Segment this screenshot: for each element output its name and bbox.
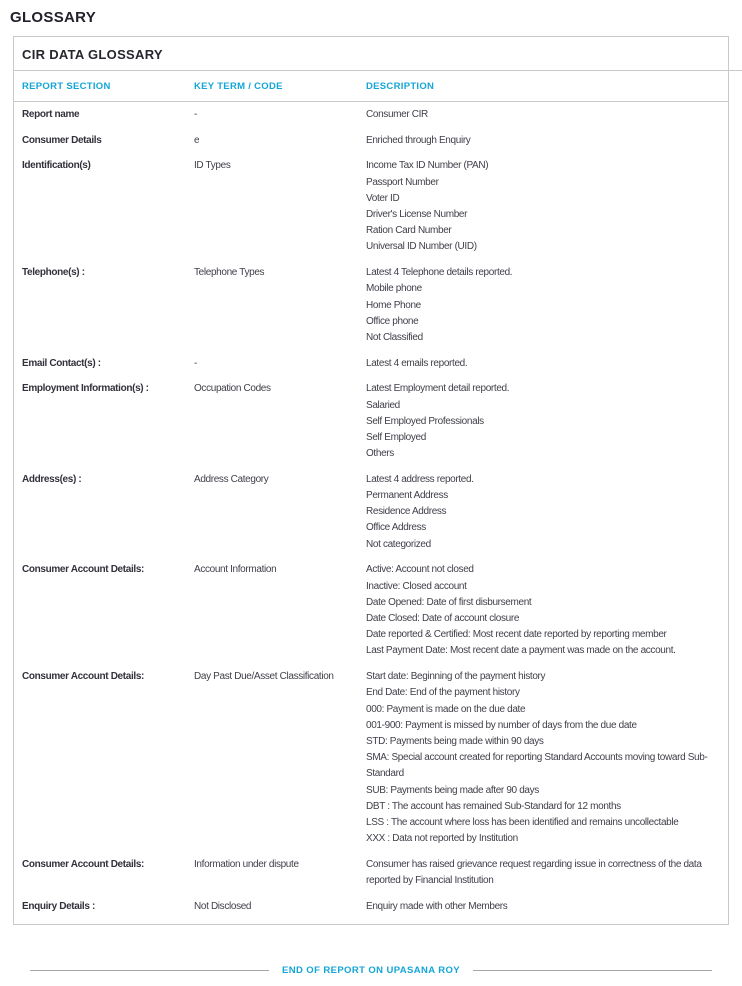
description-line: Latest 4 emails reported. [366, 357, 468, 369]
report-section-cell: Report name [22, 109, 80, 120]
table-row [22, 562, 720, 659]
table-column-headers [14, 71, 728, 101]
description-line: Mobile phone [366, 283, 422, 295]
description-line: Enriched through Enquiry [366, 134, 471, 146]
description-line: Active: Account not closed [366, 564, 474, 576]
table-row [22, 107, 720, 123]
description-line: Last Payment Date: Most recent date a payment was made on the account. [366, 645, 676, 657]
description-line: Universal ID Number (UID) [366, 241, 477, 253]
description-line: Start date: Beginning of the payment history [366, 671, 546, 683]
table-row [22, 158, 720, 255]
key-term-cell: Not Disclosed [194, 900, 252, 912]
description-cell [366, 472, 720, 553]
description-line: Latest 4 Telephone details reported. [366, 267, 513, 279]
description-line: Passport Number [366, 176, 439, 188]
description-line: Latest 4 address reported. [366, 473, 474, 485]
description-cell [366, 381, 720, 462]
report-section-cell: Consumer Details [22, 134, 102, 146]
end-of-report-footer [30, 965, 712, 976]
description-line: Date reported & Certified: Most recent date reported by reporting member [366, 629, 667, 641]
description-line: Driver's License Number [366, 209, 468, 221]
report-section-cell: Identification(s) [22, 160, 91, 172]
column-header-report-section: REPORT SECTION [22, 81, 111, 92]
footer-rule-right [473, 970, 712, 971]
description-line: Self Employed Professionals [366, 415, 484, 427]
description-cell [366, 669, 720, 847]
report-section-cell: Consumer Account Details: [22, 671, 145, 683]
report-section-cell: Employment Information(s) : [22, 383, 149, 395]
description-line: Self Employed [366, 431, 426, 443]
description-cell [366, 356, 720, 372]
key-term-cell: Information under dispute [194, 858, 299, 870]
description-cell [366, 899, 720, 915]
description-cell [366, 265, 720, 346]
key-term-cell: Telephone Types [194, 267, 265, 279]
report-section-cell: Consumer Account Details: [22, 564, 145, 576]
description-line: 001-900: Payment is missed by number of days from the due date [366, 719, 637, 731]
table-row [22, 381, 720, 462]
table-body [14, 102, 728, 924]
description-line: End Date: End of the payment history [366, 687, 520, 699]
description-line: Voter ID [366, 192, 400, 204]
description-cell [366, 857, 720, 889]
description-cell [366, 562, 720, 659]
key-term-cell: e [194, 134, 200, 146]
description-line: Date Opened: Date of first disbursement [366, 596, 532, 608]
description-line: Ration Card Number [366, 225, 452, 237]
description-line: Consumer CIR [366, 109, 428, 120]
column-header-description: DESCRIPTION [366, 81, 435, 92]
description-line: Office Address [366, 522, 426, 534]
description-line: Home Phone [366, 299, 421, 311]
table-row [22, 265, 720, 346]
end-of-report-text: END OF REPORT ON UPASANA ROY [282, 965, 460, 976]
glossary-box [13, 36, 729, 925]
description-line: Not categorized [366, 538, 431, 550]
description-line: XXX : Data not reported by Institution [366, 833, 518, 845]
description-line: Residence Address [366, 506, 447, 518]
key-term-cell: Occupation Codes [194, 383, 271, 395]
description-line: Permanent Address [366, 490, 448, 502]
table-row [22, 669, 720, 847]
description-line: LSS : The account where loss has been identified and remains uncollectable [366, 816, 679, 828]
description-line: DBT : The account has remained Sub-Standard for 12 months [366, 800, 621, 812]
key-term-cell: Address Category [194, 473, 269, 485]
description-line: Office phone [366, 315, 419, 327]
description-line: Others [366, 448, 394, 460]
description-line: Latest Employment detail reported. [366, 383, 510, 395]
page-title: GLOSSARY [10, 9, 97, 26]
table-row [22, 356, 720, 372]
report-section-cell: Consumer Account Details: [22, 858, 145, 870]
description-line: SMA: Special account created for reporting Standard Accounts moving toward Sub-Standard [366, 752, 708, 780]
glossary-page [0, 9, 742, 986]
report-section-cell: Telephone(s) : [22, 267, 85, 279]
report-section-cell: Address(es) : [22, 473, 82, 485]
description-line: 000: Payment is made on the due date [366, 703, 526, 715]
column-header-key-term: KEY TERM / CODE [194, 81, 283, 92]
glossary-box-title: CIR DATA GLOSSARY [22, 47, 163, 62]
description-line: Not Classified [366, 331, 423, 343]
table-row [22, 899, 720, 915]
table-row [22, 133, 720, 149]
description-cell [366, 158, 720, 255]
key-term-cell: Account Information [194, 564, 277, 576]
description-line: STD: Payments being made within 90 days [366, 735, 544, 747]
table-row [22, 857, 720, 889]
key-term-cell: Day Past Due/Asset Classification [194, 671, 334, 683]
description-line: SUB: Payments being made after 90 days [366, 784, 539, 796]
description-line: Salaried [366, 399, 400, 411]
description-line: Enquiry made with other Members [366, 900, 508, 912]
key-term-cell: - [194, 109, 197, 120]
description-cell [366, 107, 720, 123]
description-line: Inactive: Closed account [366, 580, 467, 592]
table-row [22, 472, 720, 553]
description-line: Income Tax ID Number (PAN) [366, 160, 489, 172]
description-line: Consumer has raised grievance request regarding issue in correctness of the data reported by Financial Institution [366, 858, 702, 887]
key-term-cell: - [194, 357, 197, 369]
key-term-cell: ID Types [194, 160, 231, 172]
description-cell [366, 133, 720, 149]
report-section-cell: Enquiry Details : [22, 900, 95, 912]
report-section-cell: Email Contact(s) : [22, 357, 101, 369]
footer-rule-left [30, 970, 269, 971]
description-line: Date Closed: Date of account closure [366, 612, 520, 624]
